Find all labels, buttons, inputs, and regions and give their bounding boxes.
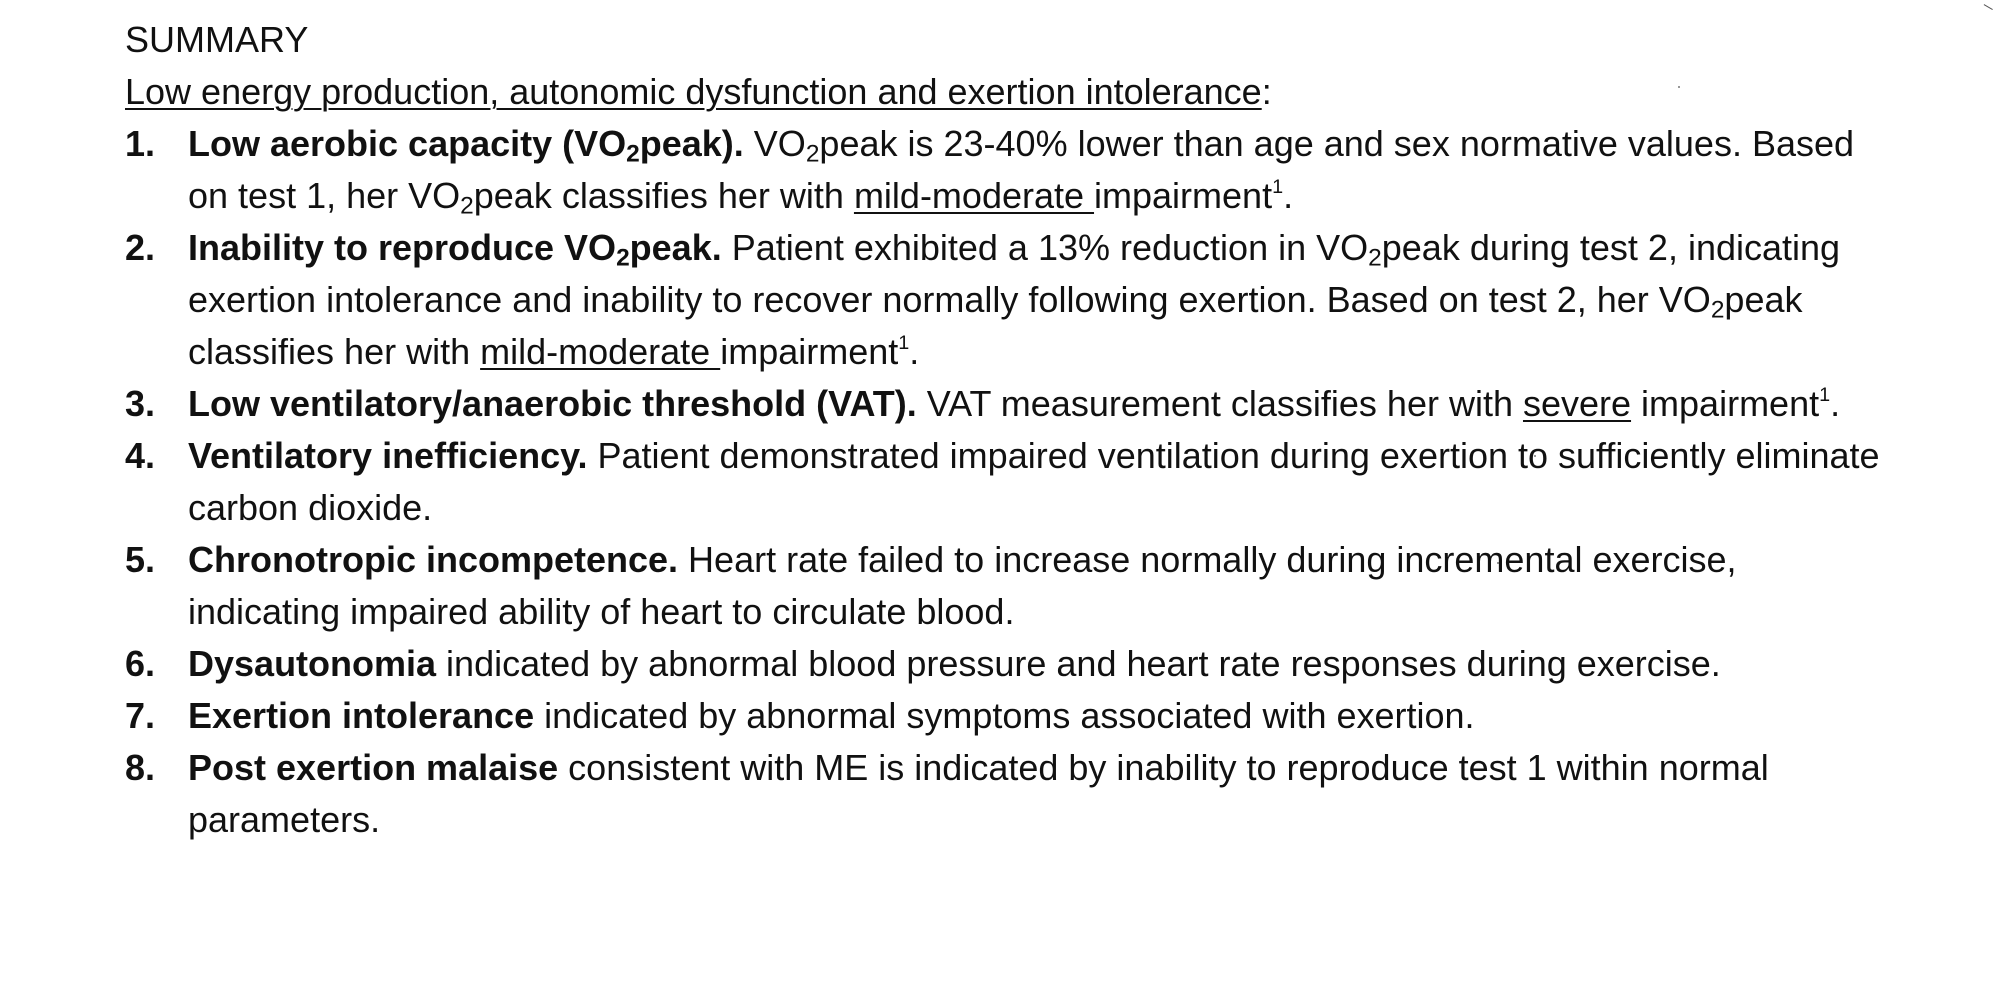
item-underlined: mild-moderate: [480, 331, 721, 372]
item-lead: [188, 123, 744, 168]
item-text: .: [909, 331, 920, 372]
item-superscript: 1: [1819, 384, 1831, 407]
item-lead: Exertion intolerance: [188, 695, 535, 736]
item-lead: Ventilatory inefficiency.: [188, 435, 588, 476]
list-item: [125, 638, 1885, 690]
item-underlined: mild-moderate: [853, 175, 1095, 216]
item-underlined: severe: [1522, 383, 1632, 424]
summary-heading: SUMMARY: [125, 19, 309, 60]
subheading-colon: :: [1261, 71, 1272, 112]
item-text: consistent with ME is indicated by inability to reproduce test 1 within normal parameters.: [188, 747, 1769, 840]
item-number: 1.: [125, 123, 156, 164]
item-lead-subscript: 2: [626, 140, 640, 168]
item-text: VO: [743, 123, 806, 164]
subheading-title: Low energy production, autonomic dysfunction and exertion intolerance: [125, 71, 1262, 112]
item-text: peak classifies her with: [188, 279, 1803, 372]
item-text: impairment: [720, 331, 899, 372]
list-item: [125, 430, 1885, 534]
item-subscript: 2: [460, 192, 474, 220]
item-lead-part: peak).: [639, 123, 744, 164]
summary-subheading: [125, 66, 1885, 118]
item-text: peak during test 2, indicating exertion intolerance and inability to recover normally following exertion. Based on test 2, her VO: [188, 227, 1841, 320]
scan-corner-mark: [1984, 0, 1997, 10]
item-text: peak is 23-40% lower than age and sex normative values. Based on test 1, her VO: [188, 123, 1855, 216]
item-text: peak classifies her with: [473, 175, 854, 216]
item-number: 7.: [125, 695, 156, 736]
item-subscript: 2: [805, 140, 820, 168]
item-lead: Dysautonomia: [188, 643, 437, 684]
item-lead-part: Low aerobic capacity (VO: [188, 123, 627, 164]
findings-list: [125, 118, 1885, 846]
item-lead: [188, 227, 722, 272]
item-lead: Low ventilatory/anaerobic threshold (VAT).: [188, 383, 917, 424]
item-subscript: 2: [1710, 296, 1725, 324]
item-lead-subscript: 2: [616, 244, 630, 272]
list-item: [125, 222, 1885, 378]
item-text: Heart rate failed to increase normally during incremental exercise, indicating impaired ability of heart to circulate blood.: [188, 539, 1737, 632]
item-superscript: 1: [898, 332, 910, 355]
item-number: 2.: [125, 227, 156, 268]
item-lead-part: Inability to reproduce VO: [188, 227, 617, 268]
list-item: [125, 118, 1885, 222]
item-text: Patient exhibited a 13% reduction in VO: [721, 227, 1369, 268]
item-lead-part: peak.: [629, 227, 722, 268]
item-text: indicated by abnormal blood pressure and heart rate responses during exercise.: [436, 643, 1721, 684]
item-number: 4.: [125, 435, 156, 476]
list-item: [125, 534, 1885, 638]
item-text: indicated by abnormal symptoms associated with exertion.: [534, 695, 1475, 736]
item-text: impairment: [1631, 383, 1820, 424]
item-lead: Chronotropic incompetence.: [188, 539, 679, 580]
summary-document: [125, 14, 1885, 846]
item-superscript: 1: [1272, 176, 1284, 199]
item-number: 3.: [125, 383, 156, 424]
item-number: 6.: [125, 643, 156, 684]
item-text: impairment: [1094, 175, 1273, 216]
item-text: VAT measurement classifies her with: [916, 383, 1523, 424]
item-text: .: [1283, 175, 1294, 216]
item-lead: Post exertion malaise: [188, 747, 559, 788]
item-number: 5.: [125, 539, 156, 580]
item-subscript: 2: [1368, 244, 1382, 272]
list-item: [125, 378, 1885, 430]
list-item: [125, 690, 1885, 742]
item-text: Patient demonstrated impaired ventilation during exertion to sufficiently eliminate carbon dioxide.: [188, 435, 1880, 528]
item-number: 8.: [125, 747, 156, 788]
list-item: [125, 742, 1885, 846]
item-text: .: [1830, 383, 1841, 424]
